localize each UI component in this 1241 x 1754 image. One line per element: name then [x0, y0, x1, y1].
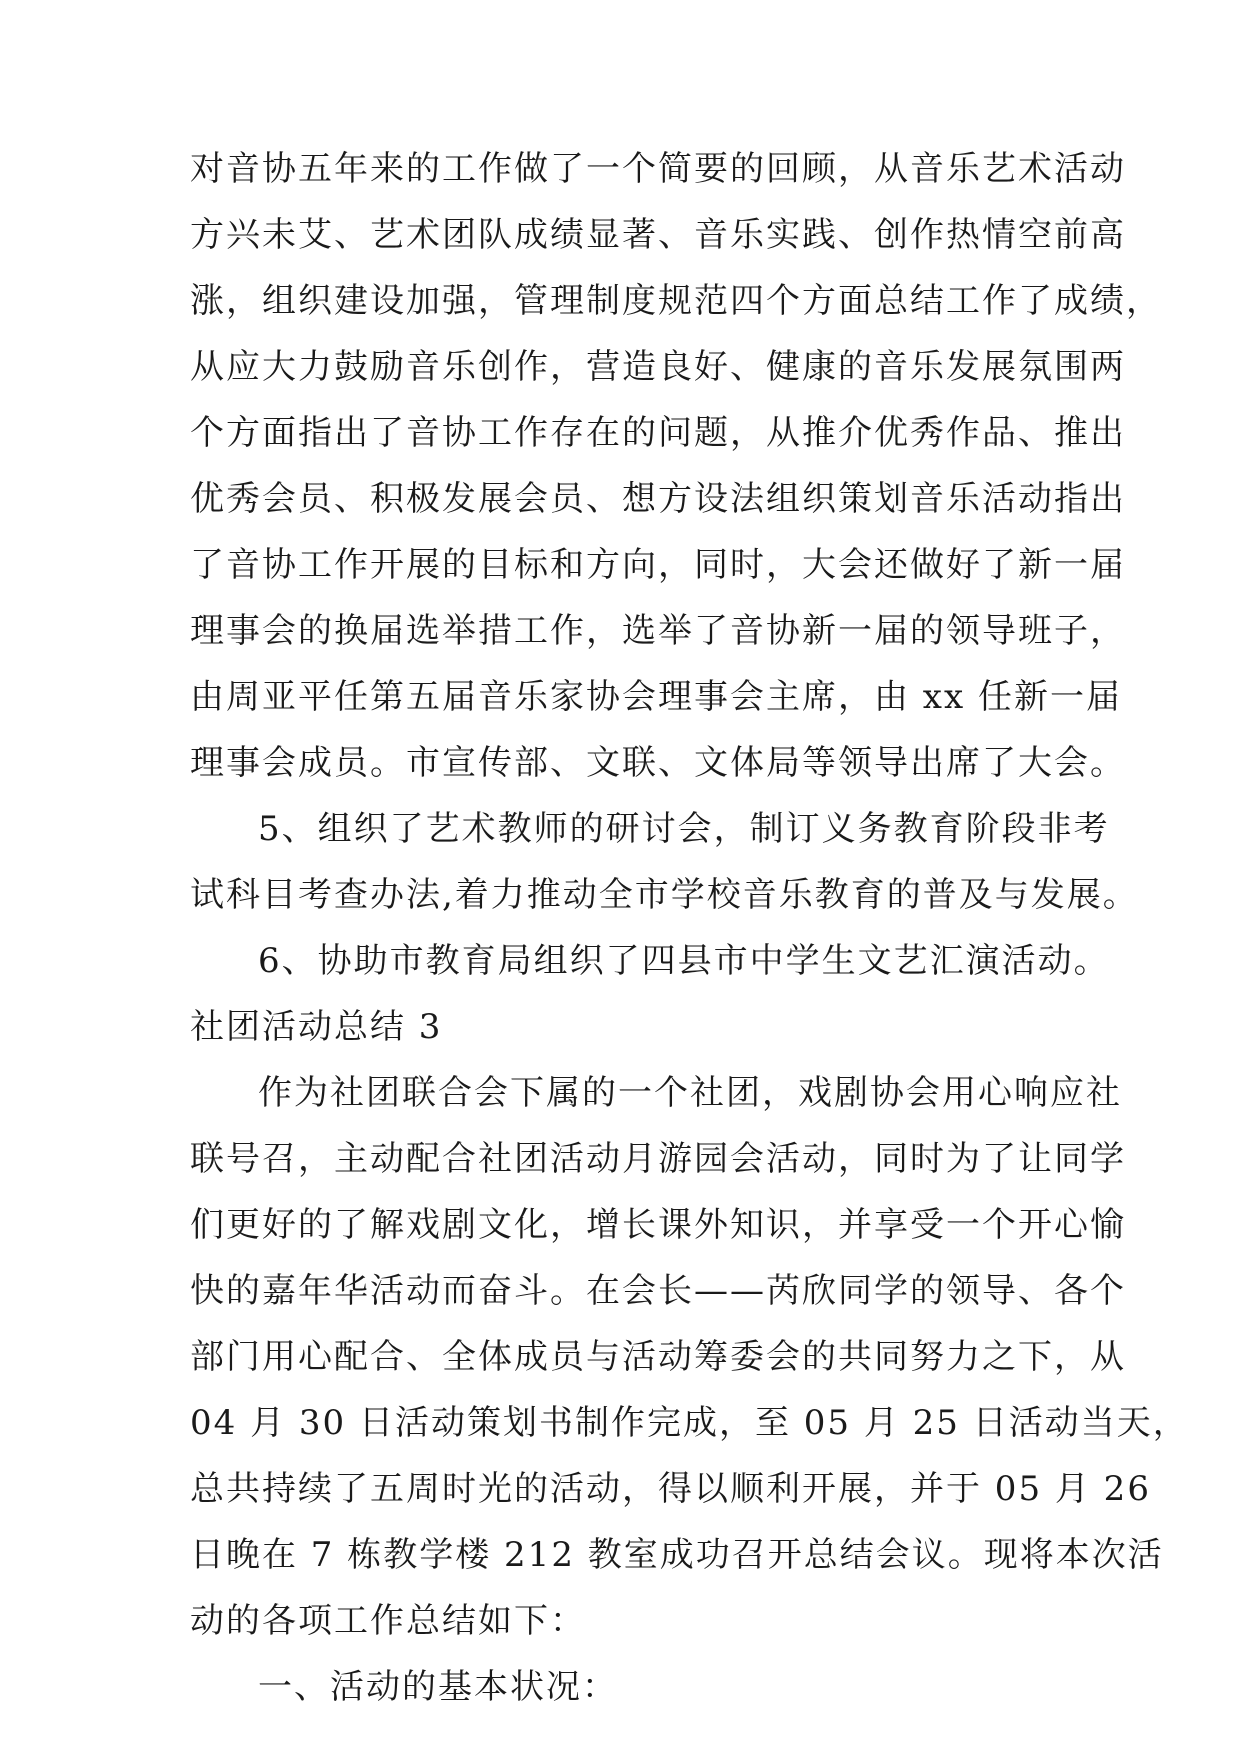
body-line-3: 涨，组织建设加强，管理制度规范四个方面总结工作了成绩，: [190, 281, 1162, 321]
body-line-2: 方兴未艾、艺术团队成绩显著、音乐实践、创作热情空前高: [190, 215, 1126, 255]
subsection-heading: 一、活动的基本状况：: [258, 1667, 618, 1707]
body-line-17: 们更好的了解戏剧文化，增长课外知识，并享受一个开心愉: [190, 1205, 1126, 1245]
body-line-16: 联号召，主动配合社团活动月游园会活动，同时为了让同学: [190, 1139, 1126, 1179]
body-line-1: 对音协五年来的工作做了一个简要的回顾，从音乐艺术活动: [190, 149, 1126, 189]
body-line-8: 理事会的换届选举措工作，选举了音协新一届的领导班子，: [190, 611, 1126, 651]
body-line-22: 日晚在 7 栋教学楼 212 教室成功召开总结会议。现将本次活: [190, 1535, 1164, 1575]
body-line-23: 动的各项工作总结如下：: [190, 1601, 586, 1641]
paragraph-start: 作为社团联合会下属的一个社团，戏剧协会用心响应社: [258, 1073, 1122, 1113]
list-item-5-cont: 试科目考查办法,着力推动全市学校音乐教育的普及与发展。: [190, 875, 1139, 915]
body-line-19: 部门用心配合、全体成员与活动筹委会的共同努力之下，从: [190, 1337, 1126, 1377]
body-line-21: 总共持续了五周时光的活动，得以顺利开展，并于 05 月 26: [190, 1469, 1151, 1509]
list-item-6: 6、协助市教育局组织了四县市中学生文艺汇演活动。: [258, 941, 1110, 981]
body-line-20: 04 月 30 日活动策划书制作完成，至 05 月 25 日活动当天，: [190, 1403, 1189, 1443]
list-item-5: 5、组织了艺术教师的研讨会，制订义务教育阶段非考: [258, 809, 1110, 849]
body-line-9: 由周亚平任第五届音乐家协会理事会主席，由 xx 任新一届: [190, 677, 1122, 717]
body-line-7: 了音协工作开展的目标和方向，同时，大会还做好了新一届: [190, 545, 1126, 585]
body-line-5: 个方面指出了音协工作存在的问题，从推介优秀作品、推出: [190, 413, 1126, 453]
body-line-18: 快的嘉年华活动而奋斗。在会长——芮欣同学的领导、各个: [190, 1271, 1126, 1311]
section-heading: 社团活动总结 3: [190, 1007, 443, 1047]
body-line-6: 优秀会员、积极发展会员、想方设法组织策划音乐活动指出: [190, 479, 1126, 519]
body-line-4: 从应大力鼓励音乐创作，营造良好、健康的音乐发展氛围两: [190, 347, 1126, 387]
body-line-10: 理事会成员。市宣传部、文联、文体局等领导出席了大会。: [190, 743, 1126, 783]
